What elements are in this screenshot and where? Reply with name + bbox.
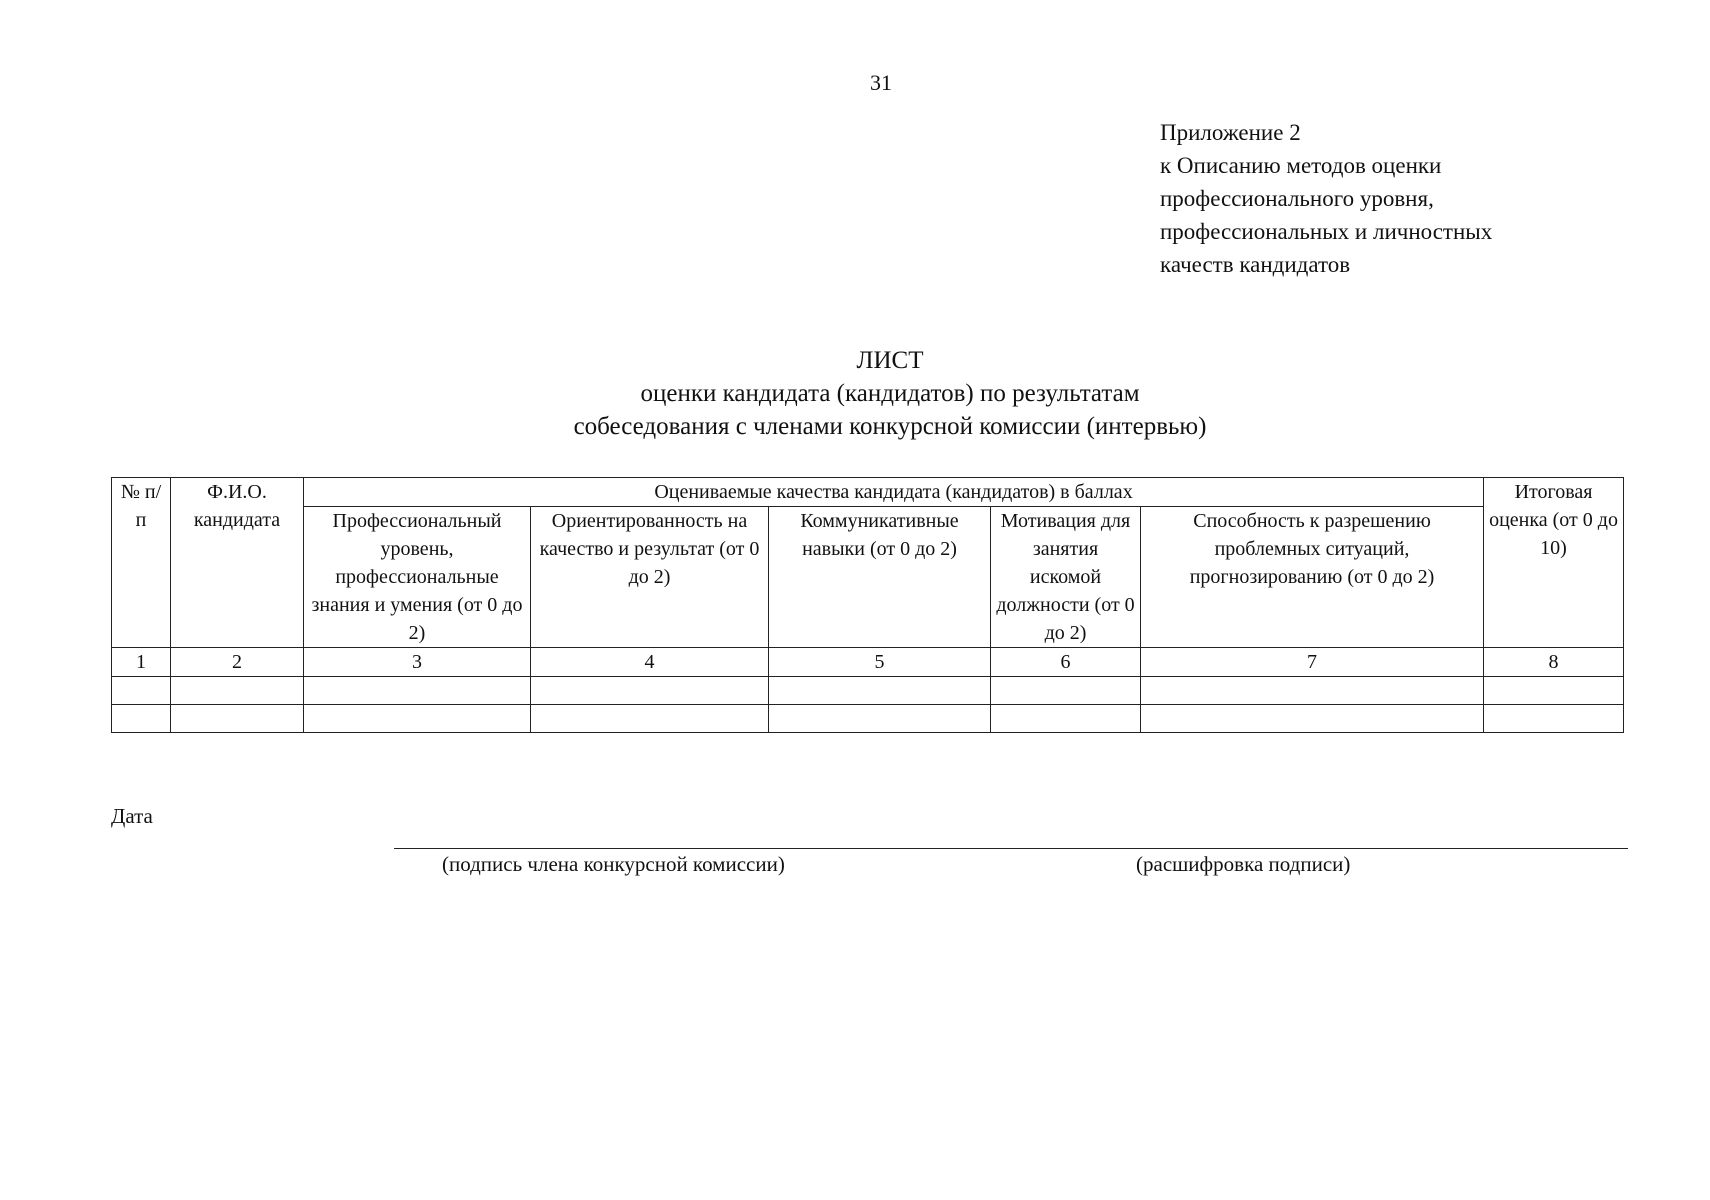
table-cell xyxy=(991,705,1141,733)
header-criterion: Коммуникативные навыки (от 0 до 2) xyxy=(769,507,991,648)
header-criterion: Профессиональный уровень, профессиональные знания и умения (от 0 до 2) xyxy=(304,507,531,648)
table-cell xyxy=(304,677,531,705)
title-subtitle-line: собеседования с членами конкурсной комиссии (интервью) xyxy=(573,413,1207,440)
table-cell xyxy=(112,705,171,733)
appendix-line: к Описанию методов оценки xyxy=(1160,153,1442,178)
column-number: 1 xyxy=(112,648,171,677)
title-main: ЛИСТ xyxy=(856,347,924,374)
column-number: 5 xyxy=(769,648,991,677)
column-number: 8 xyxy=(1484,648,1624,677)
column-number: 4 xyxy=(531,648,769,677)
column-number: 7 xyxy=(1141,648,1484,677)
header-criterion: Ориентированность на качество и результат (от 0 до 2) xyxy=(531,507,769,648)
appendix-line: Приложение 2 xyxy=(1160,120,1301,145)
date-label: Дата xyxy=(111,804,153,828)
column-number-row xyxy=(112,648,1624,677)
table-cell xyxy=(1141,677,1484,705)
column-number: 3 xyxy=(304,648,531,677)
table-cell xyxy=(1484,677,1624,705)
table-cell xyxy=(769,677,991,705)
table-cell xyxy=(769,705,991,733)
signature-caption: (подпись члена конкурсной комиссии) xyxy=(442,852,785,876)
table-cell xyxy=(1484,705,1624,733)
appendix-line: профессионального уровня, xyxy=(1160,186,1434,211)
table-cell xyxy=(991,677,1141,705)
header-criterion: Мотивация для занятия искомой должности (от 0 до 2) xyxy=(991,507,1141,648)
evaluation-table xyxy=(111,477,1624,733)
title-subtitle-line: оценки кандидата (кандидатов) по результатам xyxy=(640,380,1140,407)
header-total-score: Итоговая оценка (от 0 до 10) xyxy=(1484,478,1624,648)
table-cell xyxy=(1141,705,1484,733)
table-cell xyxy=(304,705,531,733)
appendix-line: качеств кандидатов xyxy=(1160,252,1351,277)
evaluation-table-container xyxy=(111,477,1623,733)
signature-decoding-caption: (расшифровка подписи) xyxy=(1136,852,1351,876)
page-number: 31 xyxy=(870,70,892,95)
table-cell xyxy=(531,705,769,733)
header-evaluated-qualities: Оцениваемые качества кандидата (кандидатов) в баллах xyxy=(304,478,1484,507)
column-number: 6 xyxy=(991,648,1141,677)
header-criterion: Способность к разрешению проблемных ситуаций, прогнозированию (от 0 до 2) xyxy=(1141,507,1484,648)
table-row xyxy=(112,705,1624,733)
signature-line xyxy=(394,848,1628,849)
header-candidate-name: Ф.И.О. кандидата xyxy=(171,478,304,648)
appendix-note xyxy=(1160,116,1492,281)
table-cell xyxy=(112,677,171,705)
appendix-line: профессиональных и личностных xyxy=(1160,219,1493,244)
table-cell xyxy=(531,677,769,705)
document-title xyxy=(0,344,1710,443)
table-cell xyxy=(171,705,304,733)
table-row xyxy=(112,677,1624,705)
table-cell xyxy=(171,677,304,705)
column-number: 2 xyxy=(171,648,304,677)
header-number: № п/п xyxy=(112,478,171,648)
